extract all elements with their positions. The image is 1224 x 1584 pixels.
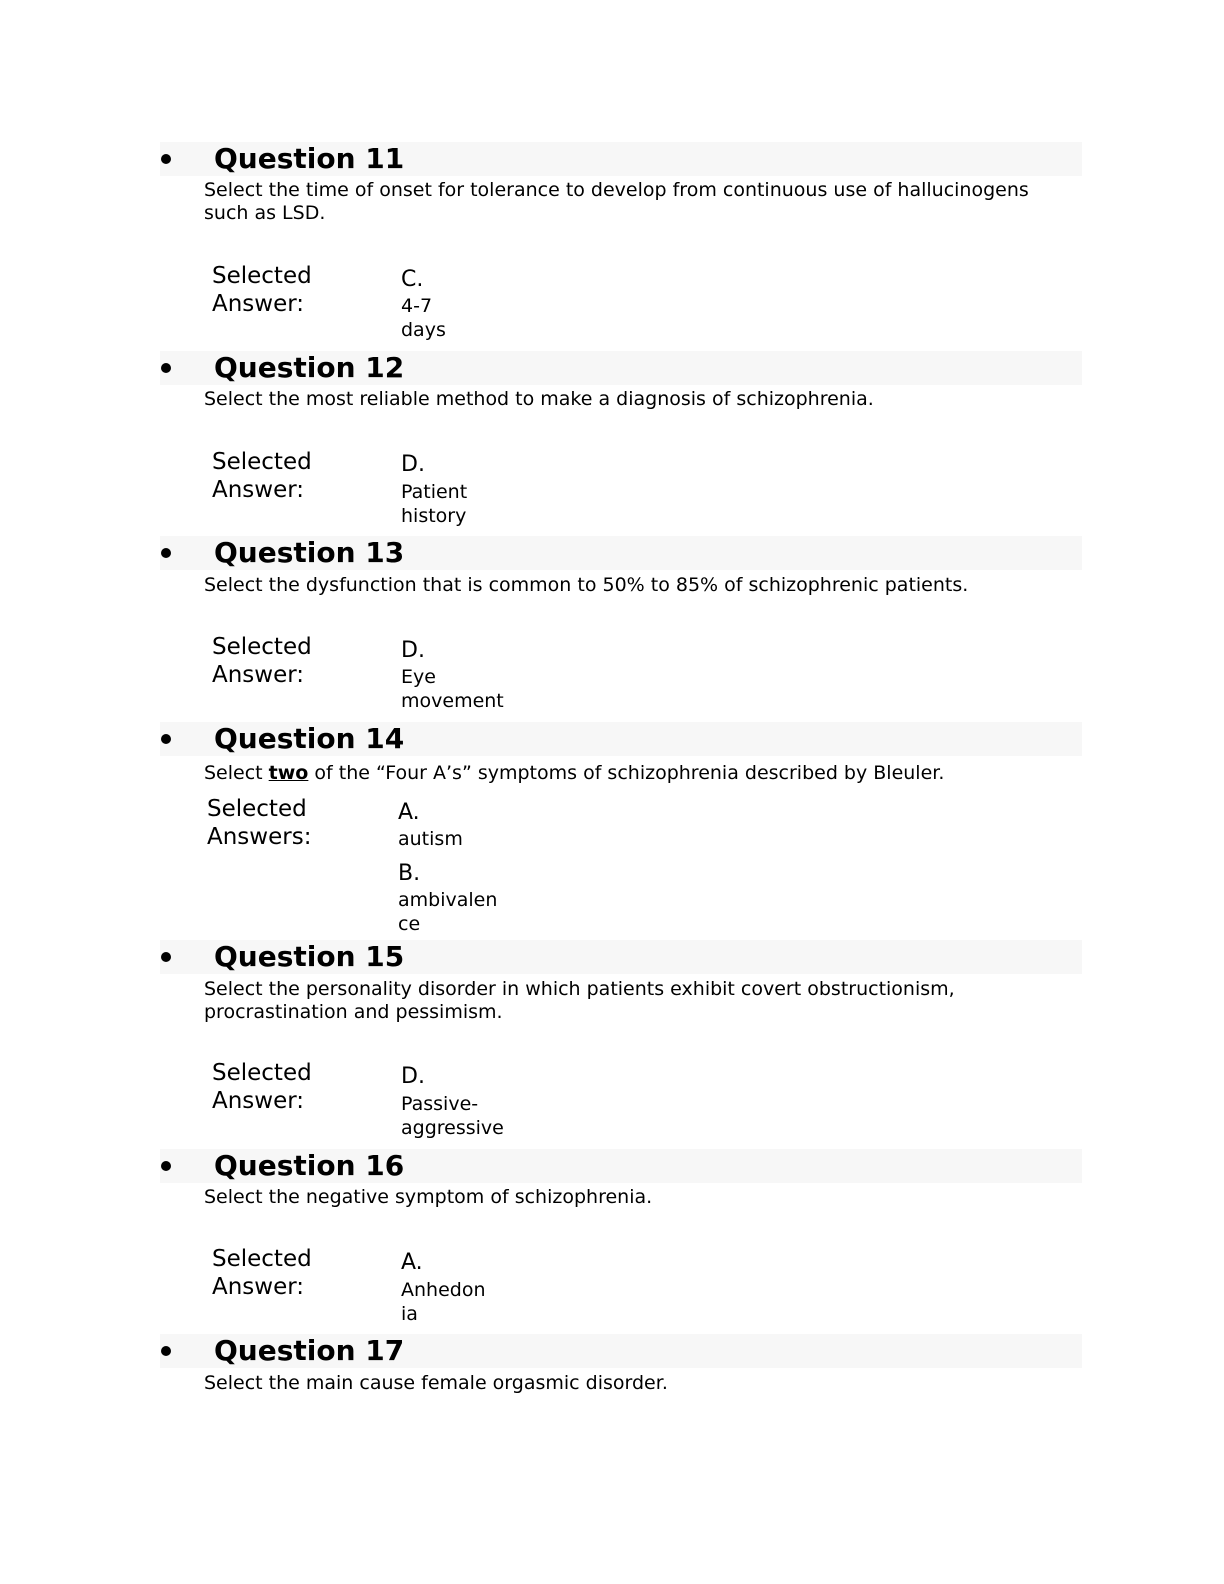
question-title: Question 17 [214,1334,405,1367]
question-text: Select the time of onset for tolerance to develop from continuous use of hallucinogens such as LSD. [204,179,1029,224]
question-title: Question 12 [214,351,405,384]
selected-answer-label: Selected Answers: [207,796,312,850]
answer-letter: A. [401,1250,423,1275]
question-title: Question 16 [214,1149,405,1182]
selected-answer-label: Selected Answer: [212,449,312,503]
bullet-icon [161,154,171,164]
question-text: Select the negative symptom of schizophrenia. [204,1186,653,1208]
answer-text: autism [398,828,463,850]
bullet-icon [161,363,171,373]
question-text: Select the personality disorder in which patients exhibit covert obstructionism, procrastination and pessimism. [204,978,955,1023]
answer-text: Eye movement [401,666,504,712]
question-text: Select the main cause female orgasmic disorder. [204,1372,668,1394]
selected-answer-label: Selected Answer: [212,1246,312,1300]
selected-answer-label: Selected Answer: [212,634,312,688]
bullet-icon [161,1346,171,1356]
answer-text: Passive- aggressive [401,1093,504,1139]
selected-answer-label: Selected Answer: [212,263,312,317]
question-title: Question 14 [214,722,405,755]
answer-text: 4-7 days [401,295,446,341]
bullet-icon [161,548,171,558]
answer-letter: C. [401,267,424,292]
emphasis-text: two [268,762,309,784]
question-text: Select the most reliable method to make a diagnosis of schizophrenia. [204,388,874,410]
bullet-icon [161,952,171,962]
answer-letter: A. [398,800,420,825]
answer-text: Patient history [401,481,468,527]
bullet-icon [161,1161,171,1171]
answer-text: ambivalen ce [398,889,498,935]
question-title: Question 11 [214,142,405,175]
answer-text: Anhedon ia [401,1279,486,1325]
question-title: Question 13 [214,536,405,569]
answer-letter: D. [401,638,425,663]
question-title: Question 15 [214,940,405,973]
answer-letter: D. [401,1064,425,1089]
question-text: Select two of the “Four A’s” symptoms of schizophrenia described by Bleuler. [204,762,945,784]
answer-letter: B. [398,861,421,886]
question-text: Select the dysfunction that is common to 50% to 85% of schizophrenic patients. [204,574,969,596]
selected-answer-label: Selected Answer: [212,1060,312,1114]
answer-letter: D. [401,452,425,477]
bullet-icon [161,734,171,744]
